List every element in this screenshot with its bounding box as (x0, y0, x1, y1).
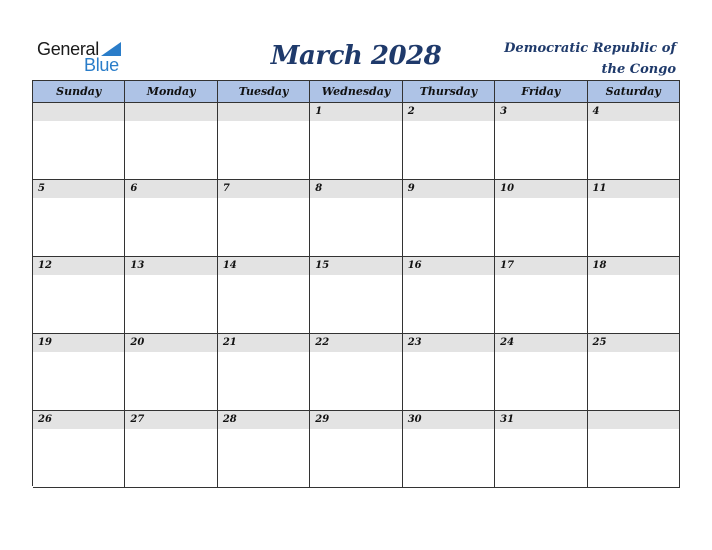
day-cell[interactable] (33, 411, 125, 488)
weekday-friday: Friday (495, 81, 587, 103)
day-cell[interactable] (588, 257, 680, 334)
day-number: 2 (403, 103, 494, 121)
day-cell[interactable] (310, 411, 402, 488)
day-number: 7 (218, 180, 309, 198)
day-cell[interactable] (218, 103, 310, 180)
weekday-thursday: Thursday (403, 81, 495, 103)
day-number: 15 (310, 257, 401, 275)
day-cell[interactable] (588, 411, 680, 488)
day-number: 30 (403, 411, 494, 429)
day-number: 3 (495, 103, 586, 121)
day-cell[interactable] (495, 103, 587, 180)
day-number: 24 (495, 334, 586, 352)
day-cell[interactable] (33, 257, 125, 334)
day-number: 27 (125, 411, 216, 429)
day-number (588, 411, 679, 429)
day-number: 13 (125, 257, 216, 275)
weekday-sunday: Sunday (33, 81, 125, 103)
weekday-monday: Monday (125, 81, 217, 103)
day-cell[interactable] (218, 180, 310, 257)
day-number: 17 (495, 257, 586, 275)
day-cell[interactable] (588, 180, 680, 257)
day-number: 31 (495, 411, 586, 429)
day-cell[interactable] (403, 411, 495, 488)
week-row-1 (33, 103, 680, 180)
day-cell[interactable] (33, 103, 125, 180)
day-cell[interactable] (125, 103, 217, 180)
day-cell[interactable] (403, 257, 495, 334)
calendar-grid (32, 80, 680, 486)
day-cell[interactable] (403, 334, 495, 411)
day-cell[interactable] (310, 334, 402, 411)
day-number: 4 (588, 103, 679, 121)
day-number: 18 (588, 257, 679, 275)
day-cell[interactable] (218, 411, 310, 488)
day-number: 12 (33, 257, 124, 275)
day-number: 8 (310, 180, 401, 198)
day-number: 29 (310, 411, 401, 429)
day-cell[interactable] (218, 334, 310, 411)
day-number (218, 103, 309, 121)
logo-general-text: General (37, 39, 99, 59)
day-cell[interactable] (33, 334, 125, 411)
page-title: March 2028 (270, 41, 442, 71)
day-number: 28 (218, 411, 309, 429)
day-number: 21 (218, 334, 309, 352)
day-number: 22 (310, 334, 401, 352)
day-cell[interactable] (33, 180, 125, 257)
week-row-4 (33, 334, 680, 411)
week-row-3 (33, 257, 680, 334)
country-name: Democratic Republic of the Congo (504, 41, 676, 77)
day-cell[interactable] (403, 103, 495, 180)
day-number (125, 103, 216, 121)
day-cell[interactable] (495, 257, 587, 334)
day-cell[interactable] (403, 180, 495, 257)
day-cell[interactable] (125, 411, 217, 488)
day-cell[interactable] (125, 180, 217, 257)
weekday-header-row (33, 81, 680, 103)
week-row-2 (33, 180, 680, 257)
day-number: 10 (495, 180, 586, 198)
day-cell[interactable] (218, 257, 310, 334)
day-number: 23 (403, 334, 494, 352)
weekday-tuesday: Tuesday (218, 81, 310, 103)
day-cell[interactable] (495, 334, 587, 411)
day-number: 16 (403, 257, 494, 275)
day-number: 5 (33, 180, 124, 198)
day-cell[interactable] (588, 103, 680, 180)
day-number: 19 (33, 334, 124, 352)
day-number: 25 (588, 334, 679, 352)
week-row-5 (33, 411, 680, 488)
day-number: 14 (218, 257, 309, 275)
day-number: 1 (310, 103, 401, 121)
day-cell[interactable] (310, 180, 402, 257)
day-number: 9 (403, 180, 494, 198)
day-cell[interactable] (125, 257, 217, 334)
day-cell[interactable] (495, 180, 587, 257)
day-cell[interactable] (310, 103, 402, 180)
day-number: 20 (125, 334, 216, 352)
weekday-wednesday: Wednesday (310, 81, 402, 103)
day-cell[interactable] (310, 257, 402, 334)
weekday-saturday: Saturday (588, 81, 680, 103)
day-number: 6 (125, 180, 216, 198)
day-cell[interactable] (125, 334, 217, 411)
day-cell[interactable] (588, 334, 680, 411)
day-number: 26 (33, 411, 124, 429)
logo-blue-text: Blue (84, 55, 119, 75)
day-cell[interactable] (495, 411, 587, 488)
day-number (33, 103, 124, 121)
day-number: 11 (588, 180, 679, 198)
